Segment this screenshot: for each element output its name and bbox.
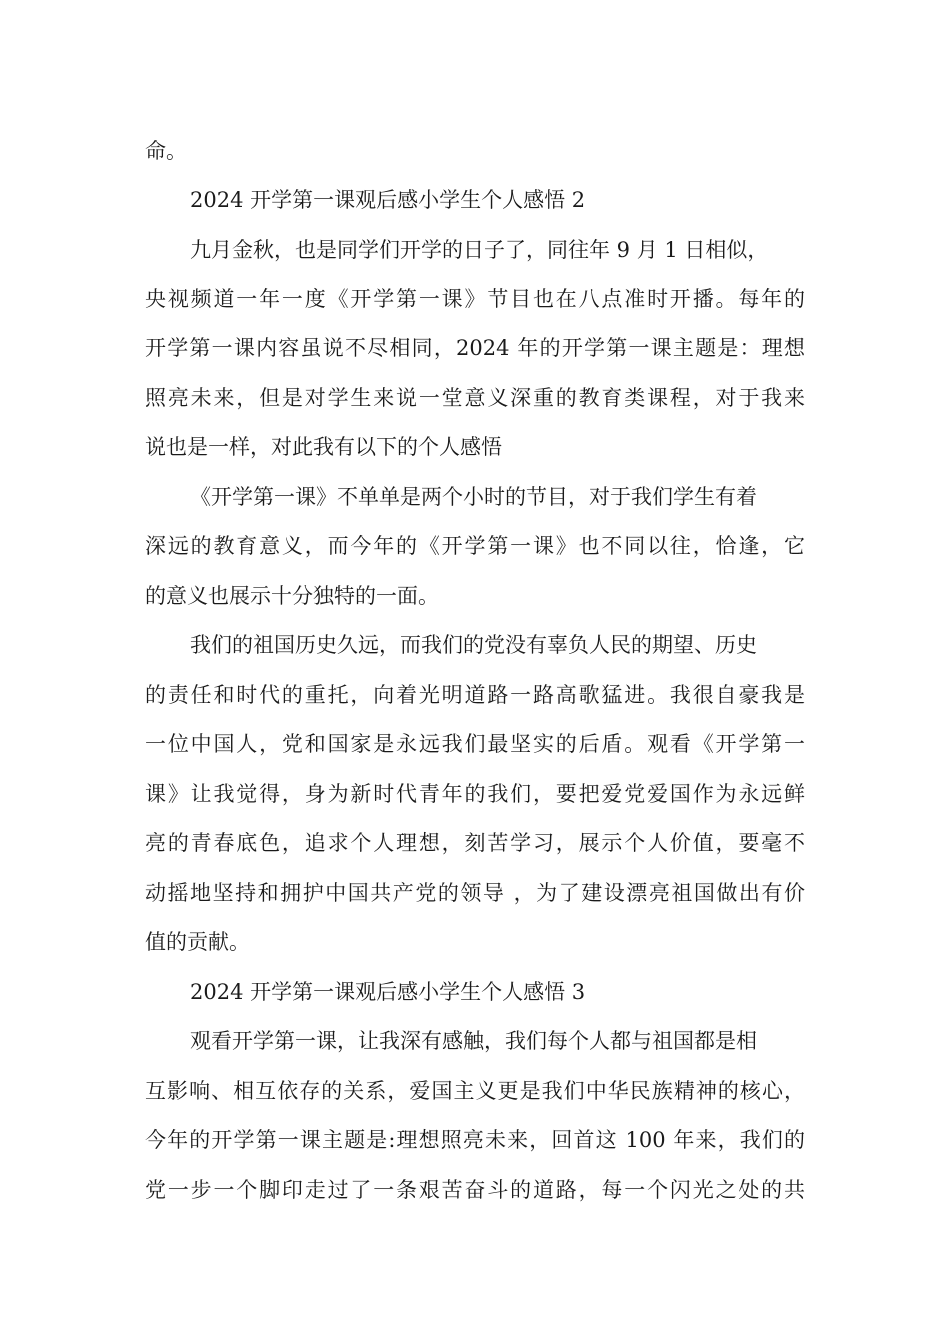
paragraph-line: 党一步一个脚印走过了一条艰苦奋斗的道路，每一个闪光之处的共	[145, 1178, 805, 1202]
paragraph-line: 开学第一课内容虽说不尽相同，2024 年的开学第一课主题是：理想	[145, 336, 805, 360]
paragraph-line: 亮的青春底色，追求个人理想，刻苦学习，展示个人价值，要毫不	[145, 831, 805, 855]
paragraph-line: 命。	[145, 139, 187, 163]
paragraph-line: 动摇地坚持和拥护中国共产党的领导 ，为了建设漂亮祖国做出有价	[145, 881, 805, 905]
paragraph-line: 深远的教育意义，而今年的《开学第一课》也不同以往，恰逢，它	[145, 534, 805, 558]
paragraph-line: 央视频道一年一度《开学第一课》节目也在八点准时开播。每年的	[145, 287, 805, 311]
paragraph-line: 《开学第一课》不单单是两个小时的节目，对于我们学生有着	[190, 485, 757, 509]
paragraph-line: 值的贡献。	[145, 930, 250, 954]
paragraph-line: 观看开学第一课，让我深有感触，我们每个人都与祖国都是相	[190, 1029, 757, 1053]
paragraph-line: 的责任和时代的重托，向着光明道路一路高歌猛进。我很自豪我是	[145, 683, 805, 707]
paragraph-line: 我们的祖国历史久远，而我们的党没有辜负人民的期望、历史	[190, 633, 757, 657]
section-heading: 2024 开学第一课观后感小学生个人感悟 2	[190, 188, 586, 212]
paragraph-line: 说也是一样，对此我有以下的个人感悟	[145, 435, 502, 459]
paragraph-line: 课》让我觉得，身为新时代青年的我们，要把爱党爱国作为永远鲜	[145, 782, 805, 806]
paragraph-line: 的意义也展示十分独特的一面。	[145, 584, 439, 608]
paragraph-line: 互影响、相互依存的关系，爱国主义更是我们中华民族精神的核心，	[145, 1079, 805, 1103]
paragraph-line: 今年的开学第一课主题是:理想照亮未来，回首这 100 年来，我们的	[145, 1128, 805, 1152]
paragraph-line: 一位中国人，党和国家是永远我们最坚实的后盾。观看《开学第一	[145, 732, 805, 756]
paragraph-line: 九月金秋，也是同学们开学的日子了，同往年 9 月 1 日相似，	[190, 238, 769, 262]
paragraph-line: 照亮未来，但是对学生来说一堂意义深重的教育类课程，对于我来	[145, 386, 805, 410]
section-heading: 2024 开学第一课观后感小学生个人感悟 3	[190, 980, 586, 1004]
